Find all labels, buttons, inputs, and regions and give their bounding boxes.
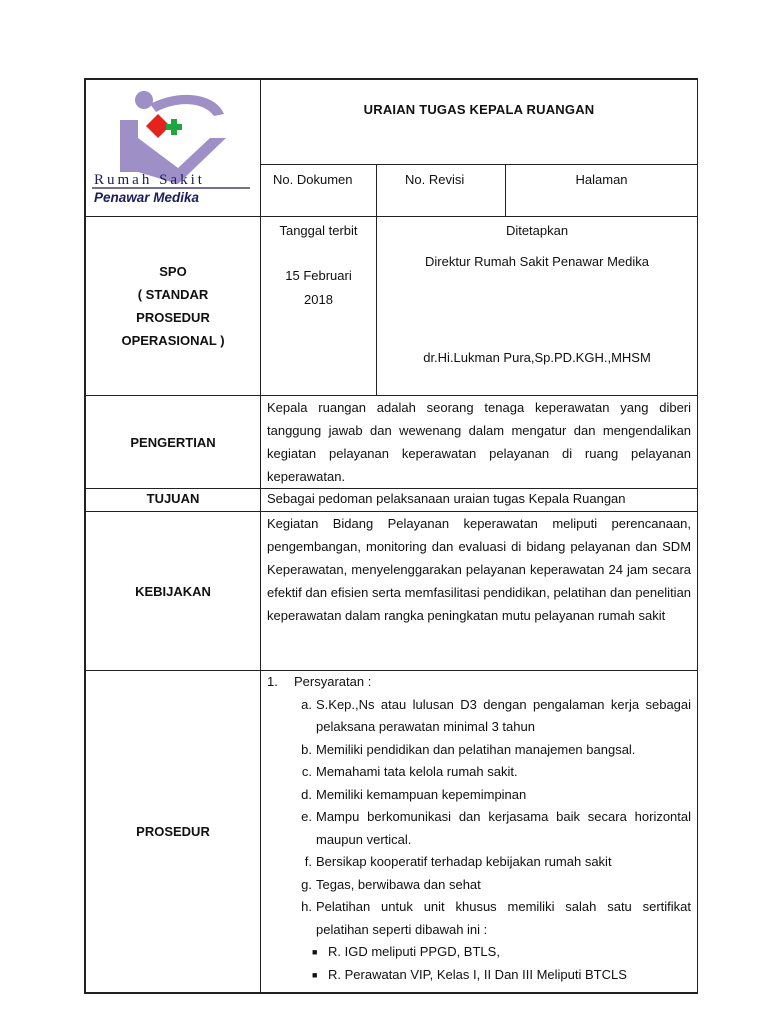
list-item: c. Memahami tata kelola rumah sakit.: [301, 764, 518, 779]
svg-text:Rumah Sakit: Rumah Sakit: [94, 172, 205, 188]
svg-text:Penawar Medika: Penawar Medika: [94, 190, 200, 205]
spo-table: [85, 79, 698, 993]
tanggal-terbit-value: 15 Februari 2018: [285, 268, 352, 307]
list-item: ■ R. IGD meliputi PPGD, BTLS,: [267, 941, 691, 964]
list-item: g. Tegas, berwibawa dan sehat: [301, 876, 481, 892]
ditetapkan-label: Ditetapkan: [505, 223, 569, 238]
logo-emblem-icon: [86, 80, 260, 210]
list-item: e. Mampu berkomunikasi dan kerjasama baik secara horizontal maupun vertical.: [301, 809, 692, 847]
tujuan-label: TUJUAN: [86, 489, 261, 512]
pengertian-label: PENGERTIAN: [86, 396, 261, 489]
tanggal-terbit-cell: [261, 217, 377, 396]
bullet-icon: ■: [312, 947, 318, 957]
kebijakan-label: KEBIJAKAN: [86, 512, 261, 671]
list-item: 1. Persyaratan :: [267, 674, 372, 689]
list-item: a. S.Kep.,Ns atau lulusan D3 dengan pengalaman kerja sebagai pelaksana perawatan minimal 3 tahun: [301, 696, 692, 734]
ditetapkan-cell: [377, 217, 698, 396]
prosedur-label: PROSEDUR: [86, 671, 261, 993]
list-item: f. Bersikap kooperatif terhadap kebijakan rumah sakit: [304, 854, 612, 869]
halaman-label: Halaman: [506, 165, 698, 217]
spo-document: [84, 78, 698, 994]
list-item: ■ R. Perawatan VIP, Kelas I, II Dan III Meliputi BTCLS: [267, 964, 691, 987]
list-item: h. Pelatihan untuk unit khusus memiliki salah satu sertifikat pelatihan seperti dibawah ini :: [301, 899, 692, 937]
direktur-title: Direktur Rumah Sakit Penawar Medika: [425, 254, 649, 269]
kebijakan-text: Kegiatan Bidang Pelayanan keperawatan meliputi perencanaan, pengembangan, monitoring dan evaluasi di bidang pelayanan dan SDM Keperawatan, menyelenggarakan pelayanan keperawatan 24 jam secara efektif dan efisien serta memfasilitasi pendidikan, pelatihan dan penelitian keperawatan dalam rangka peningkatan mutu pelayanan rumah sakit: [261, 512, 698, 671]
bullet-icon: ■: [312, 969, 318, 980]
no-revisi-label: No. Revisi: [377, 165, 506, 217]
list-item: d. Memiliki kemampuan kepemimpinan: [301, 786, 527, 802]
signatory-name: dr.Hi.Lukman Pura,Sp.PD.KGH.,MHSM: [423, 350, 651, 365]
no-dokumen-label: No. Dokumen: [261, 165, 377, 217]
pengertian-text: Kepala ruangan adalah seorang tenaga keperawatan yang diberi tanggung jawab dan wewenang dalam mengatur dan mengendalikan kegiatan pelayanan keperawatan pelayanan di ruang pelayanan keperawatan.: [261, 396, 698, 489]
spo-label: SPO ( STANDAR PROSEDUR OPERASIONAL ): [86, 217, 261, 396]
prosedur-content: [261, 671, 698, 993]
tujuan-text: Sebagai pedoman pelaksanaan uraian tugas Kepala Ruangan: [261, 489, 698, 512]
hospital-logo: [86, 80, 261, 217]
persyaratan-list: [267, 694, 691, 942]
tanggal-terbit-label: Tanggal terbit: [279, 223, 358, 238]
document-title: URAIAN TUGAS KEPALA RUANGAN: [261, 80, 698, 165]
list-item: b. Memiliki pendidikan dan pelatihan manajemen bangsal.: [301, 741, 636, 757]
